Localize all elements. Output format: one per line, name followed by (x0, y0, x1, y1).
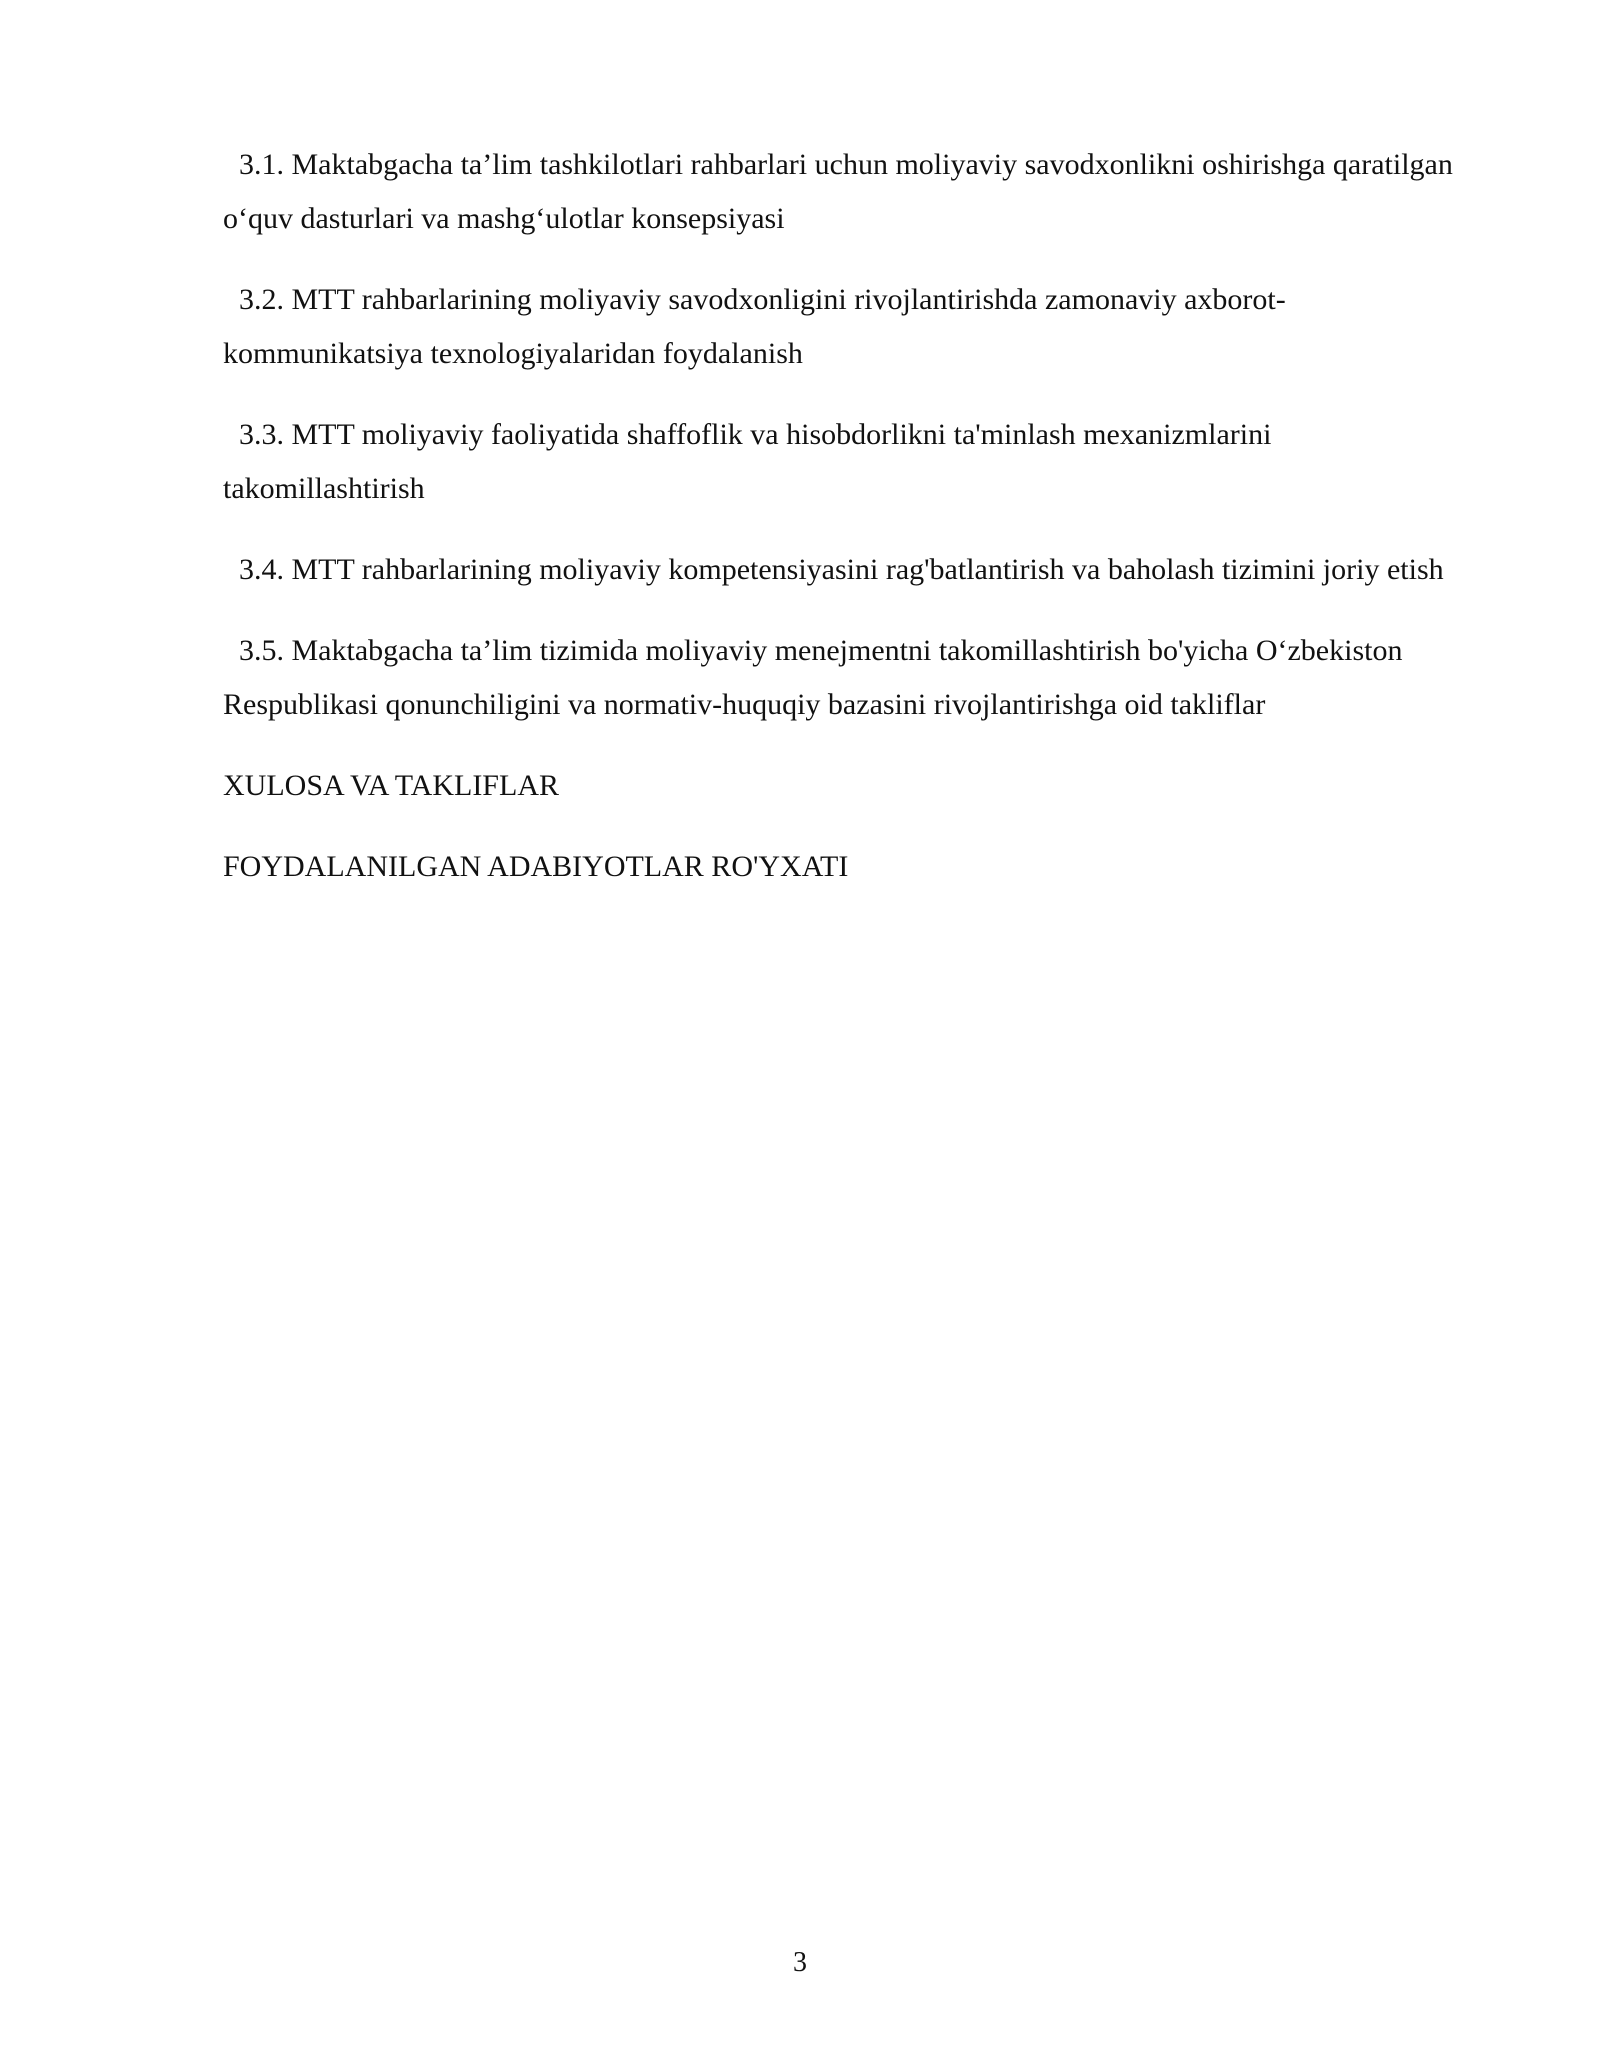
toc-entry-3-4: 3.4. MTT rahbarlarining moliyaviy kompetensiyasini rag'batlantirish va baholash tizimini joriy etish (239, 553, 1444, 586)
toc-entry-3-1: 3.1. Maktabgacha ta’lim tashkilotlari rahbarlari uchun moliyaviy savodxonlikni oshirishga qaratilgan o‘quv dasturlari va mashg‘ulotlar konsepsiyasi (223, 148, 1453, 235)
toc-entry-3-2: 3.2. MTT rahbarlarining moliyaviy savodxonligini rivojlantirishda zamonaviy axborot-kommunikatsiya texnologiyalaridan foydalanish (223, 283, 1286, 370)
table-of-contents (223, 138, 1468, 921)
toc-references-heading: FOYDALANILGAN ADABIYOTLAR RO'YXATI (223, 850, 849, 883)
toc-entry-3-3: 3.3. MTT moliyaviy faoliyatida shaffoflik va hisobdorlikni ta'minlash mexanizmlarini takomillashtirish (223, 418, 1272, 505)
toc-conclusion-heading: XULOSA VA TAKLIFLAR (223, 769, 559, 802)
page-number: 3 (793, 1947, 807, 1978)
toc-entry-3-5: 3.5. Maktabgacha ta’lim tizimida moliyaviy menejmentni takomillashtirish bo'yicha O‘zbekiston Respublikasi qonunchiligini va normativ-huquqiy bazasini rivojlantirishga oid takliflar (223, 634, 1403, 721)
